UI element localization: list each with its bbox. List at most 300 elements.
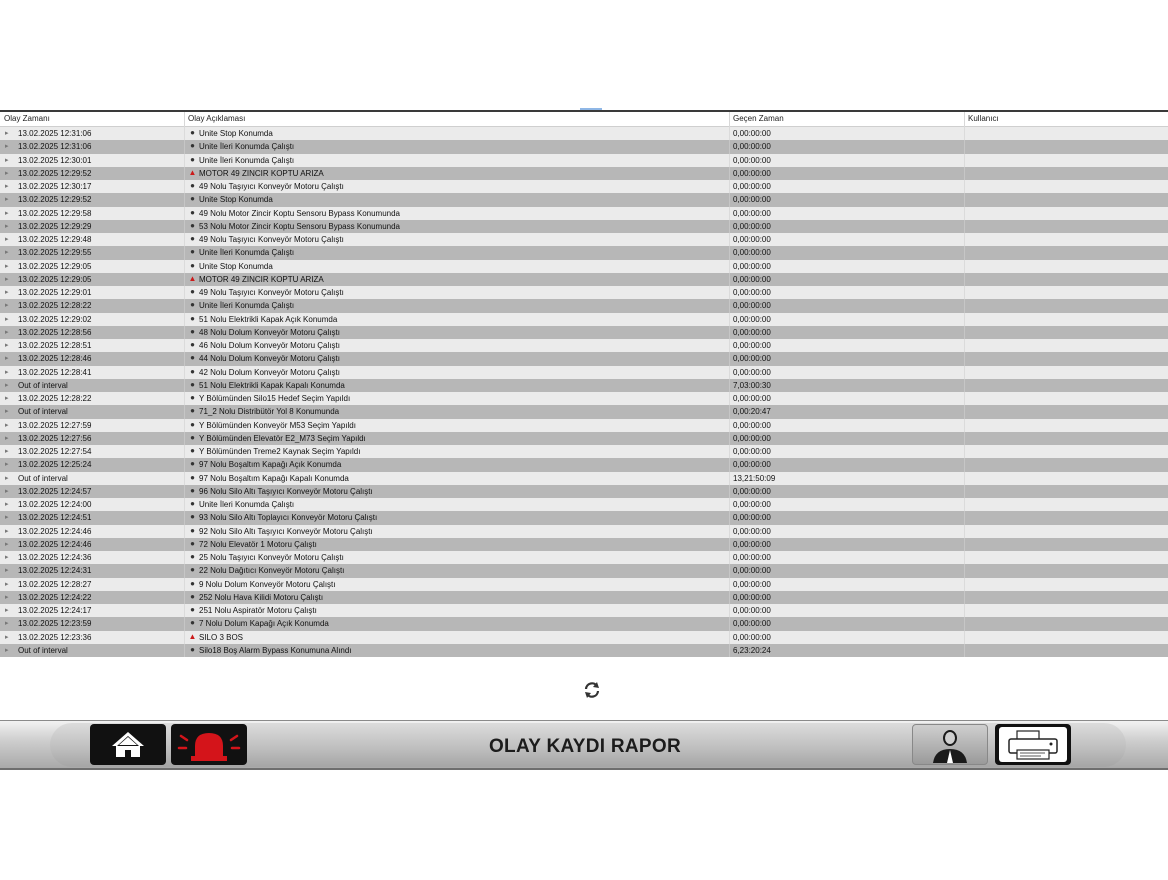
row-expand-marker-icon[interactable]: ▸: [5, 381, 9, 389]
cell-divider: [964, 313, 965, 326]
row-description: 252 Nolu Hava Kilidi Motoru Çalıştı: [199, 592, 324, 602]
row-expand-marker-icon[interactable]: ▸: [5, 315, 9, 323]
row-description: 42 Nolu Dolum Konveyör Motoru Çalıştı: [199, 367, 340, 377]
cell-divider: [964, 352, 965, 365]
table-row[interactable]: [0, 167, 1168, 180]
row-expand-marker-icon[interactable]: ▸: [5, 183, 9, 190]
cell-divider: [729, 644, 730, 657]
cell-divider: [184, 299, 185, 312]
table-row[interactable]: [0, 180, 1168, 193]
row-time: 13.02.2025 12:23:59: [18, 619, 92, 629]
cell-divider: [184, 339, 185, 352]
cell-divider: [964, 525, 965, 538]
cell-divider: [729, 591, 730, 604]
row-expand-marker-icon[interactable]: ▸: [5, 620, 9, 628]
row-elapsed: 0,00:00:00: [733, 341, 771, 350]
row-time: 13.02.2025 12:27:56: [18, 433, 92, 443]
row-expand-marker-icon[interactable]: ▸: [5, 633, 9, 641]
row-time: 13.02.2025 12:31:06: [18, 142, 92, 152]
info-event-icon: ●: [190, 565, 195, 575]
row-elapsed: 0,00:00:00: [733, 579, 771, 589]
cell-divider: [184, 220, 185, 233]
row-time: 13.02.2025 12:24:31: [18, 566, 92, 576]
row-expand-marker-icon[interactable]: ▸: [5, 395, 9, 402]
cell-divider: [729, 419, 730, 432]
cell-divider: [729, 617, 730, 630]
cell-divider: [729, 379, 730, 392]
alarm-siren-icon: [171, 724, 247, 765]
row-elapsed: 0,00:00:00: [733, 182, 771, 191]
row-expand-marker-icon[interactable]: ▸: [5, 514, 9, 522]
row-description: 44 Nolu Dolum Konveyör Motoru Çalıştı: [199, 354, 340, 364]
row-time: 13.02.2025 12:29:48: [18, 235, 92, 244]
row-time: 13.02.2025 12:24:57: [18, 486, 92, 496]
cell-divider: [964, 445, 965, 458]
cell-divider: [964, 551, 965, 564]
table-row[interactable]: [0, 366, 1168, 379]
row-elapsed: 6,23:20:24: [733, 645, 771, 655]
table-row[interactable]: [0, 313, 1168, 326]
info-event-icon: ●: [190, 326, 195, 336]
table-row[interactable]: [0, 617, 1168, 630]
row-description: 251 Nolu Aspiratör Motoru Çalıştı: [199, 606, 317, 615]
cell-divider: [184, 458, 185, 471]
cell-divider: [964, 167, 965, 180]
info-event-icon: ●: [190, 141, 195, 151]
page-title: OLAY KAYDI RAPOR: [488, 736, 682, 757]
event-log-grid: [0, 110, 1168, 720]
row-elapsed: 0,00:00:00: [733, 592, 771, 602]
cell-divider: [184, 233, 185, 246]
cell-divider: [964, 286, 965, 299]
table-row[interactable]: [0, 591, 1168, 604]
row-expand-marker-icon[interactable]: ▸: [5, 196, 9, 204]
row-expand-marker-icon[interactable]: ▸: [5, 607, 9, 614]
row-time: 13.02.2025 12:29:52: [18, 168, 92, 178]
row-time: 13.02.2025 12:28:27: [18, 579, 92, 589]
row-time: 13.02.2025 12:31:06: [18, 129, 92, 138]
table-row[interactable]: [0, 644, 1168, 657]
row-time: 13.02.2025 12:28:22: [18, 394, 92, 403]
row-description: Unite İleri Konumda Çalıştı: [199, 500, 295, 509]
cell-divider: [964, 472, 965, 485]
cell-divider: [729, 273, 730, 286]
cell-divider: [729, 180, 730, 193]
info-event-icon: ●: [190, 432, 195, 442]
row-elapsed: 0,00:00:00: [733, 539, 771, 549]
info-event-icon: ●: [190, 379, 195, 389]
cell-divider: [964, 366, 965, 379]
cell-divider: [729, 260, 730, 273]
cell-divider: [729, 233, 730, 246]
row-time: 13.02.2025 12:25:24: [18, 460, 92, 470]
row-elapsed: 0,00:00:00: [733, 168, 771, 178]
cell-divider: [964, 617, 965, 630]
table-row[interactable]: [0, 472, 1168, 485]
row-description: 92 Nolu Silo Altı Taşıyıcı Konveyör Motoru Çalıştı: [199, 526, 373, 536]
row-time: Out of interval: [18, 473, 68, 483]
row-description: MOTOR 49 ZINCIR KOPTU ARIZA: [199, 274, 324, 284]
user-icon: [913, 725, 987, 764]
row-description: 53 Nolu Motor Zincir Koptu Sensoru Bypass Konumunda: [199, 221, 400, 231]
printer-icon: [995, 724, 1071, 765]
row-elapsed: 0,00:00:00: [733, 433, 771, 443]
row-elapsed: 0,00:00:00: [733, 288, 771, 297]
row-description: Y Bölümünden Elevatör E2_M73 Seçim Yapıldı: [199, 433, 366, 443]
cell-divider: [184, 260, 185, 273]
row-elapsed: 0,00:00:00: [733, 142, 771, 152]
table-row[interactable]: [0, 339, 1168, 352]
table-row[interactable]: [0, 498, 1168, 511]
row-expand-marker-icon[interactable]: ▸: [5, 461, 9, 469]
cell-divider: [729, 193, 730, 206]
table-row[interactable]: [0, 207, 1168, 220]
row-expand-marker-icon[interactable]: ▸: [5, 275, 9, 283]
row-elapsed: 0,00:00:00: [733, 460, 771, 470]
table-row[interactable]: [0, 525, 1168, 538]
row-elapsed: 0,00:00:00: [733, 235, 771, 244]
row-time: 13.02.2025 12:24:17: [18, 606, 92, 615]
row-elapsed: 0,00:00:00: [733, 274, 771, 284]
table-row[interactable]: [0, 578, 1168, 591]
table-row[interactable]: [0, 511, 1168, 524]
user-button[interactable]: [912, 724, 988, 765]
cell-divider: [184, 379, 185, 392]
row-elapsed: 0,00:00:00: [733, 553, 771, 562]
table-row[interactable]: [0, 326, 1168, 339]
row-description: 46 Nolu Dolum Konveyör Motoru Çalıştı: [199, 341, 340, 350]
cell-divider: [184, 140, 185, 153]
row-expand-marker-icon[interactable]: ▸: [5, 249, 9, 257]
row-description: Unite Stop Konumda: [199, 129, 273, 138]
row-elapsed: 0,00:00:00: [733, 208, 771, 218]
table-row[interactable]: [0, 246, 1168, 259]
cell-divider: [184, 551, 185, 564]
cell-divider: [729, 220, 730, 233]
row-description: Unite Stop Konumda: [199, 195, 273, 205]
table-row[interactable]: [0, 260, 1168, 273]
cell-divider: [184, 525, 185, 538]
table-row[interactable]: [0, 233, 1168, 246]
row-expand-marker-icon[interactable]: ▸: [5, 130, 9, 137]
cell-divider: [729, 551, 730, 564]
cell-divider: [964, 644, 965, 657]
row-expand-marker-icon[interactable]: ▸: [5, 289, 9, 296]
row-time: 13.02.2025 12:24:22: [18, 592, 92, 602]
info-event-icon: ●: [190, 459, 195, 469]
row-expand-marker-icon[interactable]: ▸: [5, 567, 9, 575]
top-blank-area: [0, 0, 1168, 110]
cell-divider: [729, 564, 730, 577]
cell-divider: [184, 644, 185, 657]
row-elapsed: 0,00:00:00: [733, 394, 771, 403]
table-row[interactable]: [0, 538, 1168, 551]
row-elapsed: 0,00:00:00: [733, 327, 771, 337]
table-row[interactable]: [0, 604, 1168, 617]
row-time: 13.02.2025 12:24:36: [18, 553, 92, 562]
cell-divider: [729, 286, 730, 299]
row-time: 13.02.2025 12:29:01: [18, 288, 92, 297]
row-time: 13.02.2025 12:29:55: [18, 248, 92, 258]
row-expand-marker-icon[interactable]: ▸: [5, 408, 9, 416]
row-elapsed: 0,00:20:47: [733, 407, 771, 417]
cell-divider: [729, 127, 730, 140]
row-description: MOTOR 49 ZINCIR KOPTU ARIZA: [199, 168, 324, 178]
cell-divider: [184, 127, 185, 140]
row-description: Unite İleri Konumda Çalıştı: [199, 248, 295, 258]
cell-divider: [184, 419, 185, 432]
table-row[interactable]: [0, 127, 1168, 140]
row-expand-marker-icon[interactable]: ▸: [5, 222, 9, 230]
column-divider[interactable]: [729, 112, 730, 127]
row-description: 71_2 Nolu Distribütör Yol 8 Konumunda: [199, 407, 340, 417]
cell-divider: [729, 392, 730, 405]
row-elapsed: 0,00:00:00: [733, 486, 771, 496]
cell-divider: [729, 631, 730, 644]
cell-divider: [964, 260, 965, 273]
cell-divider: [964, 273, 965, 286]
cell-divider: [729, 167, 730, 180]
row-expand-marker-icon[interactable]: ▸: [5, 554, 9, 561]
column-header-time[interactable]: Olay Zamanı: [4, 114, 50, 123]
info-event-icon: ●: [190, 234, 195, 243]
row-elapsed: 0,00:00:00: [733, 314, 771, 324]
cell-divider: [184, 498, 185, 511]
table-row[interactable]: [0, 379, 1168, 392]
table-row[interactable]: [0, 193, 1168, 206]
cell-divider: [729, 498, 730, 511]
row-time: 13.02.2025 12:24:51: [18, 513, 92, 523]
row-expand-marker-icon[interactable]: ▸: [5, 448, 9, 455]
row-expand-marker-icon[interactable]: ▸: [5, 501, 9, 508]
table-row[interactable]: [0, 564, 1168, 577]
row-time: 13.02.2025 12:27:54: [18, 447, 92, 456]
table-row[interactable]: [0, 405, 1168, 418]
row-expand-marker-icon[interactable]: ▸: [5, 580, 9, 588]
cell-divider: [729, 604, 730, 617]
alarm-warning-icon: ▲: [188, 631, 197, 641]
table-row[interactable]: [0, 419, 1168, 432]
row-expand-marker-icon[interactable]: ▸: [5, 328, 9, 336]
cell-divider: [729, 538, 730, 551]
cell-divider: [184, 538, 185, 551]
cell-divider: [184, 578, 185, 591]
row-description: 97 Nolu Boşaltım Kapağı Kapalı Konumda: [199, 473, 349, 483]
row-time: Out of interval: [18, 645, 68, 655]
cell-divider: [729, 458, 730, 471]
refresh-icon[interactable]: [582, 680, 602, 700]
column-divider[interactable]: [964, 112, 965, 127]
row-time: 13.02.2025 12:29:05: [18, 274, 92, 284]
row-time: 13.02.2025 12:30:01: [18, 155, 92, 165]
table-row[interactable]: [0, 154, 1168, 167]
cell-divider: [729, 472, 730, 485]
table-row[interactable]: [0, 485, 1168, 498]
cell-divider: [964, 233, 965, 246]
info-event-icon: ●: [190, 419, 195, 429]
info-event-icon: ●: [190, 618, 195, 628]
cell-divider: [964, 246, 965, 259]
row-elapsed: 0,00:00:00: [733, 619, 771, 629]
row-elapsed: 0,00:00:00: [733, 447, 771, 456]
row-expand-marker-icon[interactable]: ▸: [5, 527, 9, 535]
cell-divider: [964, 511, 965, 524]
table-row[interactable]: [0, 286, 1168, 299]
info-event-icon: ●: [190, 393, 195, 402]
row-expand-marker-icon[interactable]: ▸: [5, 262, 9, 270]
row-time: 13.02.2025 12:29:58: [18, 208, 92, 218]
table-row[interactable]: [0, 458, 1168, 471]
row-elapsed: 0,00:00:00: [733, 526, 771, 536]
cell-divider: [964, 564, 965, 577]
row-elapsed: 0,00:00:00: [733, 606, 771, 615]
row-elapsed: 0,00:00:00: [733, 248, 771, 258]
row-description: Unite İleri Konumda Çalıştı: [199, 142, 295, 152]
row-elapsed: 0,00:00:00: [733, 221, 771, 231]
info-event-icon: ●: [190, 591, 195, 601]
cell-divider: [184, 167, 185, 180]
cell-divider: [729, 299, 730, 312]
table-row[interactable]: [0, 445, 1168, 458]
info-event-icon: ●: [190, 128, 195, 137]
row-expand-marker-icon[interactable]: ▸: [5, 474, 9, 482]
cell-divider: [964, 498, 965, 511]
cell-divider: [184, 392, 185, 405]
row-expand-marker-icon[interactable]: ▸: [5, 540, 9, 548]
alarm-button[interactable]: [171, 724, 247, 765]
row-expand-marker-icon[interactable]: ▸: [5, 421, 9, 429]
row-expand-marker-icon[interactable]: ▸: [5, 646, 9, 654]
alarm-warning-icon: ▲: [188, 273, 197, 283]
cell-divider: [964, 538, 965, 551]
cell-divider: [964, 379, 965, 392]
info-event-icon: ●: [190, 446, 195, 455]
row-time: 13.02.2025 12:24:00: [18, 500, 92, 509]
row-time: 13.02.2025 12:28:56: [18, 327, 92, 337]
row-time: 13.02.2025 12:28:22: [18, 301, 92, 311]
info-event-icon: ●: [190, 300, 195, 310]
cell-divider: [184, 445, 185, 458]
row-expand-marker-icon[interactable]: ▸: [5, 209, 9, 217]
cell-divider: [964, 419, 965, 432]
column-divider[interactable]: [184, 112, 185, 127]
column-header-description[interactable]: Olay Açıklaması: [188, 114, 246, 123]
row-expand-marker-icon[interactable]: ▸: [5, 236, 9, 243]
cell-divider: [964, 458, 965, 471]
row-description: Unite İleri Konumda Çalıştı: [199, 155, 295, 165]
row-time: 13.02.2025 12:24:46: [18, 539, 92, 549]
cell-divider: [964, 339, 965, 352]
row-description: 9 Nolu Dolum Konveyör Motoru Çalıştı: [199, 579, 336, 589]
cell-divider: [184, 472, 185, 485]
info-event-icon: ●: [190, 287, 195, 296]
row-expand-marker-icon[interactable]: ▸: [5, 143, 9, 151]
table-row[interactable]: [0, 631, 1168, 644]
table-row[interactable]: [0, 352, 1168, 365]
row-description: Y Bölümünden Silo15 Hedef Seçim Yapıldı: [199, 394, 351, 403]
cell-divider: [184, 207, 185, 220]
cell-divider: [964, 193, 965, 206]
row-elapsed: 0,00:00:00: [733, 301, 771, 311]
row-description: 49 Nolu Taşıyıcı Konveyör Motoru Çalıştı: [199, 182, 344, 191]
row-description: 97 Nolu Boşaltım Kapağı Açık Konumda: [199, 460, 342, 470]
row-expand-marker-icon[interactable]: ▸: [5, 169, 9, 177]
row-description: 49 Nolu Motor Zincir Koptu Sensoru Bypass Konumunda: [199, 208, 400, 218]
table-row[interactable]: [0, 392, 1168, 405]
home-button[interactable]: [90, 724, 166, 765]
row-expand-marker-icon[interactable]: ▸: [5, 355, 9, 363]
cell-divider: [964, 207, 965, 220]
row-expand-marker-icon[interactable]: ▸: [5, 593, 9, 601]
row-elapsed: 0,00:00:00: [733, 155, 771, 165]
info-event-icon: ●: [190, 538, 195, 548]
info-event-icon: ●: [190, 313, 195, 323]
table-row[interactable]: [0, 220, 1168, 233]
info-event-icon: ●: [190, 578, 195, 588]
row-expand-marker-icon[interactable]: ▸: [5, 342, 9, 349]
info-event-icon: ●: [190, 512, 195, 522]
row-expand-marker-icon[interactable]: ▸: [5, 156, 9, 164]
cell-divider: [184, 326, 185, 339]
row-expand-marker-icon[interactable]: ▸: [5, 487, 9, 495]
cell-divider: [184, 631, 185, 644]
cell-divider: [184, 591, 185, 604]
info-event-icon: ●: [190, 485, 195, 495]
cell-divider: [729, 485, 730, 498]
cell-divider: [184, 180, 185, 193]
row-time: 13.02.2025 12:29:29: [18, 221, 92, 231]
row-description: Unite Stop Konumda: [199, 261, 273, 271]
row-description: 25 Nolu Taşıyıcı Konveyör Motoru Çalıştı: [199, 553, 344, 562]
row-time: 13.02.2025 12:29:05: [18, 261, 92, 271]
cell-divider: [184, 432, 185, 445]
cell-divider: [184, 246, 185, 259]
table-row[interactable]: [0, 299, 1168, 312]
cell-divider: [729, 339, 730, 352]
info-event-icon: ●: [190, 366, 195, 376]
info-event-icon: ●: [190, 207, 195, 217]
column-header-elapsed[interactable]: Geçen Zaman: [733, 114, 784, 123]
table-row[interactable]: [0, 273, 1168, 286]
cell-divider: [184, 405, 185, 418]
info-event-icon: ●: [190, 220, 195, 230]
cell-divider: [964, 405, 965, 418]
row-elapsed: 0,00:00:00: [733, 261, 771, 271]
row-expand-marker-icon[interactable]: ▸: [5, 368, 9, 376]
cell-divider: [964, 220, 965, 233]
row-elapsed: 0,00:00:00: [733, 129, 771, 138]
cell-divider: [729, 511, 730, 524]
print-button[interactable]: [995, 724, 1071, 765]
row-description: 22 Nolu Dağıtıcı Konveyör Motoru Çalıştı: [199, 566, 345, 576]
cell-divider: [184, 286, 185, 299]
cell-divider: [184, 154, 185, 167]
table-row[interactable]: [0, 432, 1168, 445]
cell-divider: [964, 604, 965, 617]
row-time: 13.02.2025 12:29:52: [18, 195, 92, 205]
table-row[interactable]: [0, 551, 1168, 564]
cell-divider: [964, 180, 965, 193]
row-expand-marker-icon[interactable]: ▸: [5, 434, 9, 442]
cell-divider: [964, 392, 965, 405]
column-header-user[interactable]: Kullanıcı: [968, 114, 999, 123]
cell-divider: [729, 352, 730, 365]
table-row[interactable]: [0, 140, 1168, 153]
cell-divider: [964, 485, 965, 498]
row-elapsed: 0,00:00:00: [733, 367, 771, 377]
row-expand-marker-icon[interactable]: ▸: [5, 302, 9, 310]
row-time: 13.02.2025 12:29:02: [18, 314, 92, 324]
